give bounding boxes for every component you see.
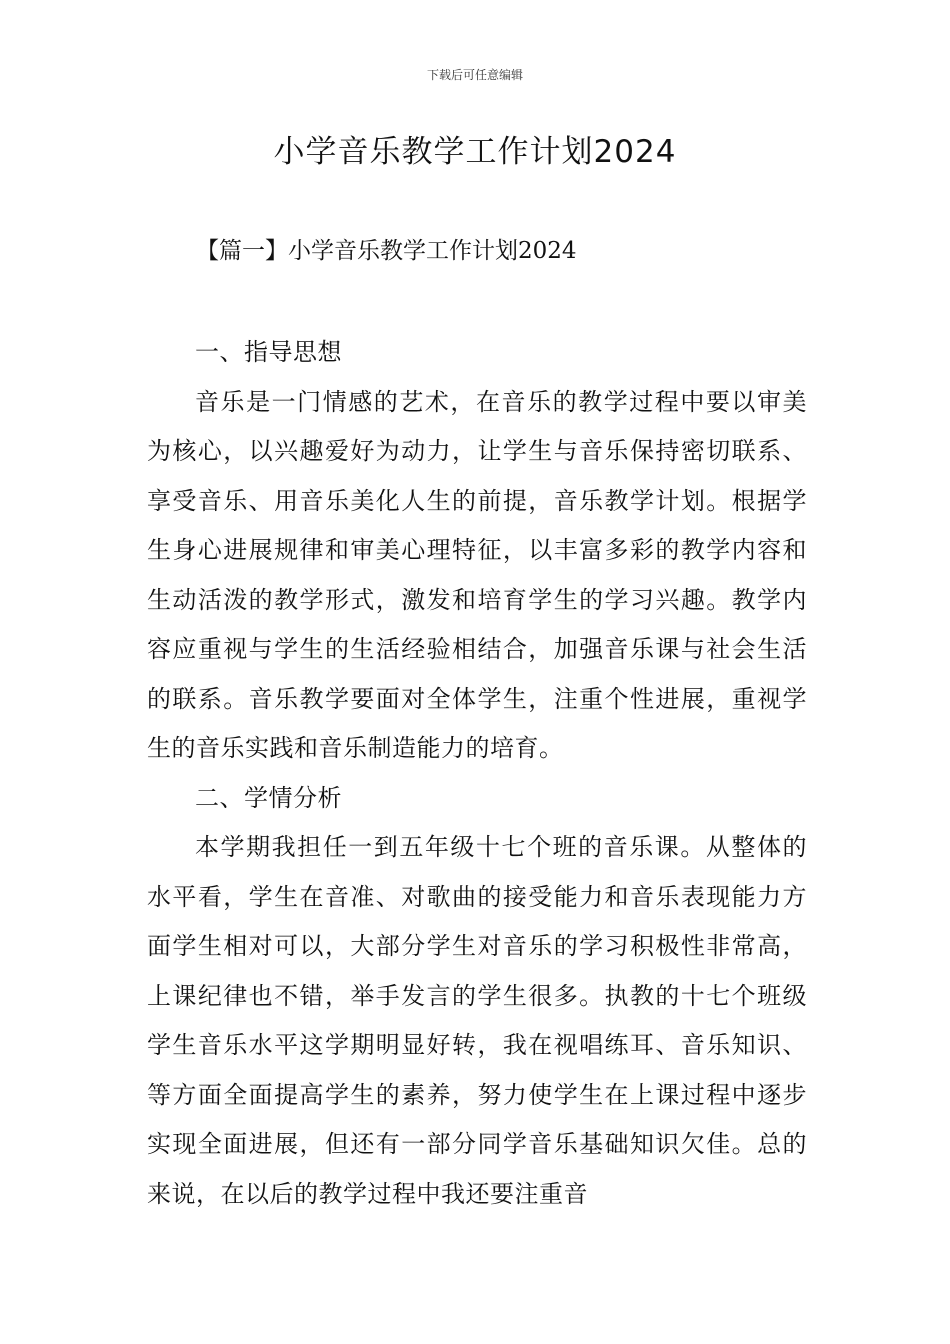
section-paragraph: 本学期我担任一到五年级十七个班的音乐课。从整体的水平看，学生在音准、对歌曲的接受能力和音乐表现能力方面学生相对可以，大部分学生对音乐的学习积极性非常高，上课纪律也不错，举手发言的学生很多。执教的十七个班级学生音乐水平这学期明显好转，我在视唱练耳、音乐知识、等方面全面提高学生的素养，努力使学生在上课过程中逐步实现全面进展，但还有一部分同学音乐基础知识欠佳。总的来说，在以后的教学过程中我还要注重音 <box>147 833 807 1208</box>
section-paragraph: 音乐是一门情感的艺术，在音乐的教学过程中要以审美为核心，以兴趣爱好为动力，让学生与音乐保持密切联系、享受音乐、用音乐美化人生的前提，音乐教学计划。根据学生身心进展规律和审美心理特征，以丰富多彩的教学内容和生动活泼的教学形式，激发和培育学生的学习兴趣。教学内容应重视与学生的生活经验相结合，加强音乐课与社会生活的联系。音乐教学要面对全体学生，注重个性进展，重视学生的音乐实践和音乐制造能力的培育。 <box>147 387 807 762</box>
section-heading: 二、学情分析 <box>195 783 342 812</box>
page-title: 小学音乐教学工作计划2024 <box>273 134 677 170</box>
section-heading: 一、指导思想 <box>195 338 342 366</box>
section-subtitle: 【篇一】小学音乐教学工作计划2024 <box>196 238 577 264</box>
document-body <box>147 328 807 1219</box>
header-note: 下载后可任意编辑 <box>426 68 523 82</box>
